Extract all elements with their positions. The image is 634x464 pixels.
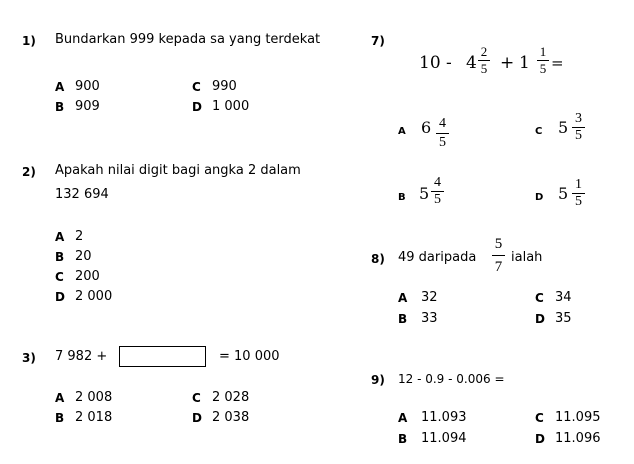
q1-option-a-letter: A — [55, 80, 65, 94]
question-1-text: Bundarkan 999 kepada sa yang terdekat — [55, 32, 321, 47]
q1-option-b-letter: B — [55, 100, 65, 114]
q2-option-c-letter: C — [55, 270, 64, 284]
question-3-number: 3) — [22, 351, 36, 365]
q3-option-b-letter: B — [55, 411, 65, 425]
q7-fraction-1 — [478, 45, 490, 76]
q1-option-a-value[interactable]: 900 — [75, 79, 100, 94]
q9-option-d-value[interactable]: 11.096 — [555, 431, 601, 446]
q2-option-d-value[interactable]: 2 000 — [75, 289, 113, 304]
q8-option-b-value[interactable]: 33 — [421, 311, 438, 326]
question-9-expression: 12 - 0.9 - 0.006 = — [398, 372, 505, 386]
q2-option-a-letter: A — [55, 230, 65, 244]
q1-option-c-value[interactable]: 990 — [212, 79, 237, 94]
q7-option-a-denominator: 5 — [439, 135, 446, 150]
q8-fraction-numerator: 5 — [494, 236, 503, 252]
question-3-rhs: = 10 000 — [219, 349, 280, 364]
q2-option-d-letter: D — [55, 290, 65, 304]
q3-option-d-value[interactable]: 2 038 — [212, 410, 250, 425]
q1-option-d-value[interactable]: 1 000 — [212, 99, 250, 114]
q7-option-a-numerator: 4 — [439, 116, 446, 131]
question-2-text: Apakah nilai digit bagi angka 2 dalam — [55, 163, 301, 178]
q8-option-d-value[interactable]: 35 — [555, 311, 572, 326]
q1-option-c-letter: C — [192, 80, 201, 94]
q2-option-a-value[interactable]: 2 — [75, 229, 84, 244]
q7-equals: = — [551, 54, 564, 72]
q7-fraction-1-numerator: 2 — [480, 44, 488, 59]
q9-option-a-letter: A — [398, 411, 408, 425]
q2-option-c-value[interactable]: 200 — [75, 269, 100, 284]
q3-option-c-value[interactable]: 2 028 — [212, 390, 250, 405]
question-2-number-value: 132 694 — [55, 187, 109, 202]
question-2-number: 2) — [22, 165, 36, 179]
q7-option-d-numerator: 1 — [575, 177, 582, 192]
question-3-lhs: 7 982 + — [55, 349, 108, 364]
q7-option-d-letter: D — [535, 192, 544, 203]
q2-option-b-letter: B — [55, 250, 65, 264]
q7-option-d-whole[interactable]: 5 — [558, 184, 569, 203]
question-7-number: 7) — [371, 34, 385, 48]
q8-option-d-letter: D — [535, 312, 545, 326]
q7-option-b-letter: B — [398, 192, 406, 203]
q9-option-b-value[interactable]: 11.094 — [421, 431, 467, 446]
question-8-post: ialah — [511, 250, 543, 265]
q7-fraction-2-numerator: 1 — [539, 44, 547, 59]
q7-term-10: 10 - — [419, 53, 452, 73]
q7-plus: + — [500, 53, 515, 73]
q7-whole-1: 4 — [466, 53, 477, 73]
q7-fraction-1-denominator: 5 — [480, 61, 488, 76]
q3-option-a-value[interactable]: 2 008 — [75, 390, 113, 405]
q9-option-c-value[interactable]: 11.095 — [555, 410, 601, 425]
q7-fraction-2 — [537, 45, 549, 76]
q7-option-c-letter: C — [535, 126, 543, 137]
q7-option-a-fraction[interactable] — [436, 117, 449, 150]
question-8-pre: 49 daripada — [398, 250, 477, 265]
q7-option-c-denominator: 5 — [575, 128, 582, 143]
q8-fraction-denominator: 7 — [494, 259, 503, 275]
q7-option-a-whole[interactable]: 6 — [421, 118, 432, 137]
q8-option-c-letter: C — [535, 291, 544, 305]
q7-fraction-2-denominator: 5 — [539, 61, 547, 76]
q3-option-c-letter: C — [192, 391, 201, 405]
q9-option-a-value[interactable]: 11.093 — [421, 410, 467, 425]
q7-option-c-whole[interactable]: 5 — [558, 118, 569, 137]
q3-option-d-letter: D — [192, 411, 202, 425]
q8-option-c-value[interactable]: 34 — [555, 290, 572, 305]
q7-option-c-fraction[interactable] — [572, 112, 585, 143]
question-1-number: 1) — [22, 34, 36, 48]
q7-option-a-letter: A — [398, 126, 406, 137]
q7-option-b-numerator: 4 — [434, 175, 441, 190]
q8-option-a-value[interactable]: 32 — [421, 290, 438, 305]
q9-option-d-letter: D — [535, 432, 545, 446]
q8-option-b-letter: B — [398, 312, 408, 326]
q8-fraction — [492, 236, 505, 275]
q7-option-d-fraction[interactable] — [572, 178, 585, 209]
q9-option-b-letter: B — [398, 432, 408, 446]
question-8-number: 8) — [371, 252, 385, 266]
q3-option-b-value[interactable]: 2 018 — [75, 410, 113, 425]
q9-option-c-letter: C — [535, 411, 544, 425]
q1-option-b-value[interactable]: 909 — [75, 99, 100, 114]
q8-option-a-letter: A — [398, 291, 408, 305]
q2-option-b-value[interactable]: 20 — [75, 249, 92, 264]
q7-option-c-numerator: 3 — [575, 111, 582, 126]
q7-option-d-denominator: 5 — [575, 194, 582, 209]
q3-option-a-letter: A — [55, 391, 65, 405]
q1-option-d-letter: D — [192, 100, 202, 114]
q7-option-b-whole[interactable]: 5 — [419, 184, 430, 203]
q7-whole-2: 1 — [519, 53, 530, 73]
q7-option-b-denominator: 5 — [434, 192, 441, 207]
q7-option-b-fraction[interactable] — [431, 176, 444, 207]
question-9-number: 9) — [371, 373, 385, 387]
answer-box[interactable] — [119, 346, 206, 367]
